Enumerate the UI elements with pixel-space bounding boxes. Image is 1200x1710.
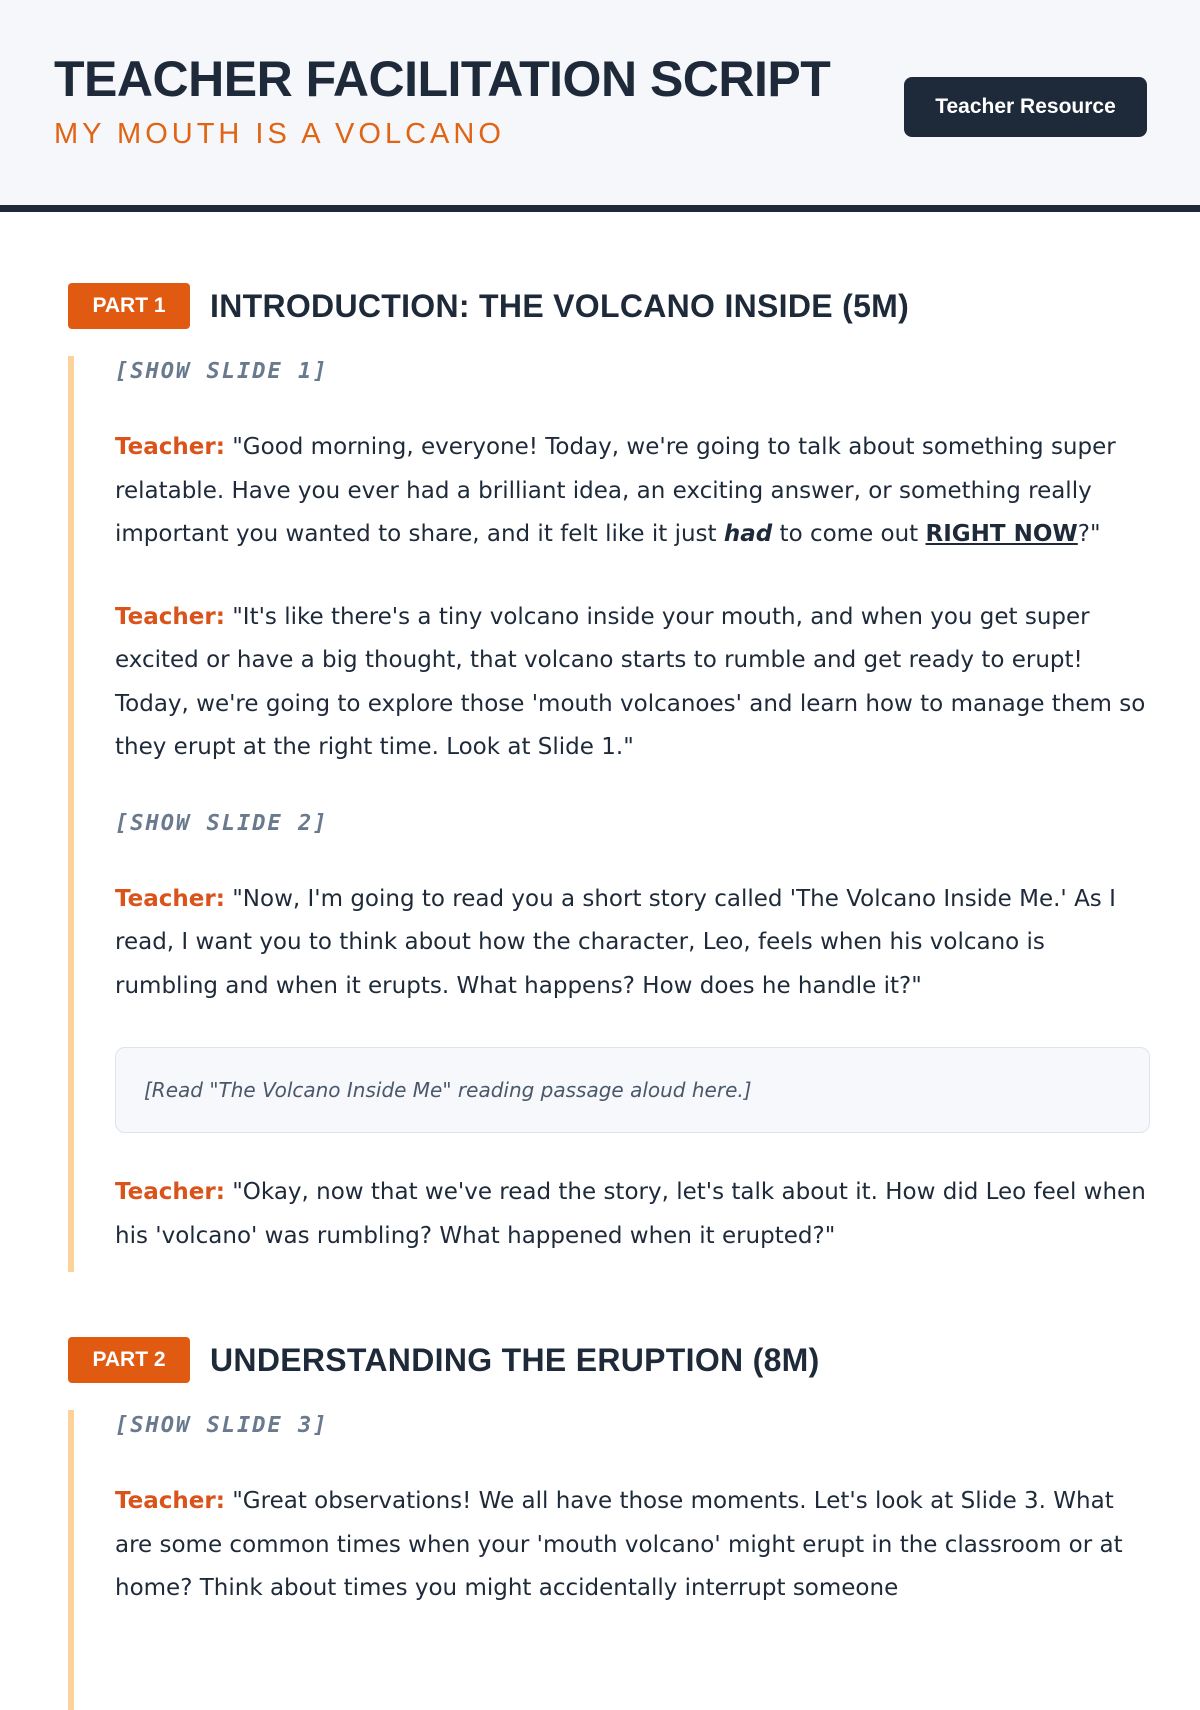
part-1-title: INTRODUCTION: THE VOLCANO INSIDE (5M)	[210, 287, 910, 324]
slide-cue: [SHOW SLIDE 1]	[115, 359, 329, 384]
speaker-label: Teacher:	[115, 1488, 225, 1514]
teacher-dialogue	[115, 1171, 1150, 1258]
script-content	[0, 282, 1200, 1710]
dialogue-text: "Great observations! We all have those moments. Let's look at Slide 3. What are some common times when your 'mouth volcano' might erupt in the classroom or at home? Think about times you might accidentally interrupt someone	[115, 1488, 1123, 1601]
part-1-body	[68, 356, 1150, 1272]
dialogue-text: "Okay, now that we've read the story, let's talk about it. How did Leo feel when his 'volcano' was rumbling? What happened when it erupted?"	[115, 1179, 1146, 1249]
teacher-dialogue	[115, 426, 1150, 557]
dialogue-text: "Good morning, everyone! Today, we're going to talk about something super relatable. Have you ever had a brilliant idea, an exciting answer, or something really important you wanted to share, and it felt like it just	[115, 434, 1116, 547]
part-2-heading	[68, 1336, 1150, 1384]
part-2-section	[0, 1336, 1200, 1710]
document-title: TEACHER FACILITATION SCRIPT	[54, 51, 831, 107]
page-header	[0, 0, 1200, 212]
part-1-badge: PART 1	[68, 283, 190, 329]
speaker-label: Teacher:	[115, 434, 225, 460]
document-subtitle: MY MOUTH IS A VOLCANO	[54, 118, 505, 150]
dialogue-text: ?"	[1077, 521, 1101, 547]
dialogue-text: "It's like there's a tiny volcano inside your mouth, and when you get super excited or have a big thought, that volcano starts to rumble and get ready to erupt! Today, we're going to explore those 'mouth volcanoes' and learn how to manage them so they erupt at the right time. Look at Slide 1."	[115, 603, 1146, 760]
part-2-body	[68, 1410, 1150, 1710]
teacher-dialogue	[115, 878, 1150, 1009]
dialogue-text: to come out	[772, 521, 926, 547]
speaker-label: Teacher:	[115, 603, 225, 630]
teacher-dialogue	[115, 1480, 1150, 1611]
emphasis-text: RIGHT NOW	[925, 521, 1078, 547]
part-1-section	[0, 282, 1200, 1272]
part-2-badge: PART 2	[68, 1337, 190, 1383]
slide-cue: [SHOW SLIDE 3]	[115, 1413, 329, 1438]
part-1-heading	[68, 282, 1150, 330]
dialogue-text: "Now, I'm going to read you a short story called 'The Volcano Inside Me.' As I read, I want you to think about how the character, Leo, feels when his volcano is rumbling and when it erupts. What happens? How does he handle it?"	[115, 885, 1116, 999]
part-2-title: UNDERSTANDING THE ERUPTION (8M)	[210, 1341, 820, 1378]
reading-passage-note: [Read "The Volcano Inside Me" reading passage aloud here.]	[115, 1047, 1150, 1133]
teacher-resource-button[interactable]: Teacher Resource	[904, 77, 1147, 137]
speaker-label: Teacher:	[115, 1179, 225, 1205]
speaker-label: Teacher:	[115, 885, 225, 912]
slide-cue: [SHOW SLIDE 2]	[115, 810, 329, 836]
emphasis-text: had	[723, 521, 773, 547]
teacher-dialogue	[115, 596, 1150, 770]
